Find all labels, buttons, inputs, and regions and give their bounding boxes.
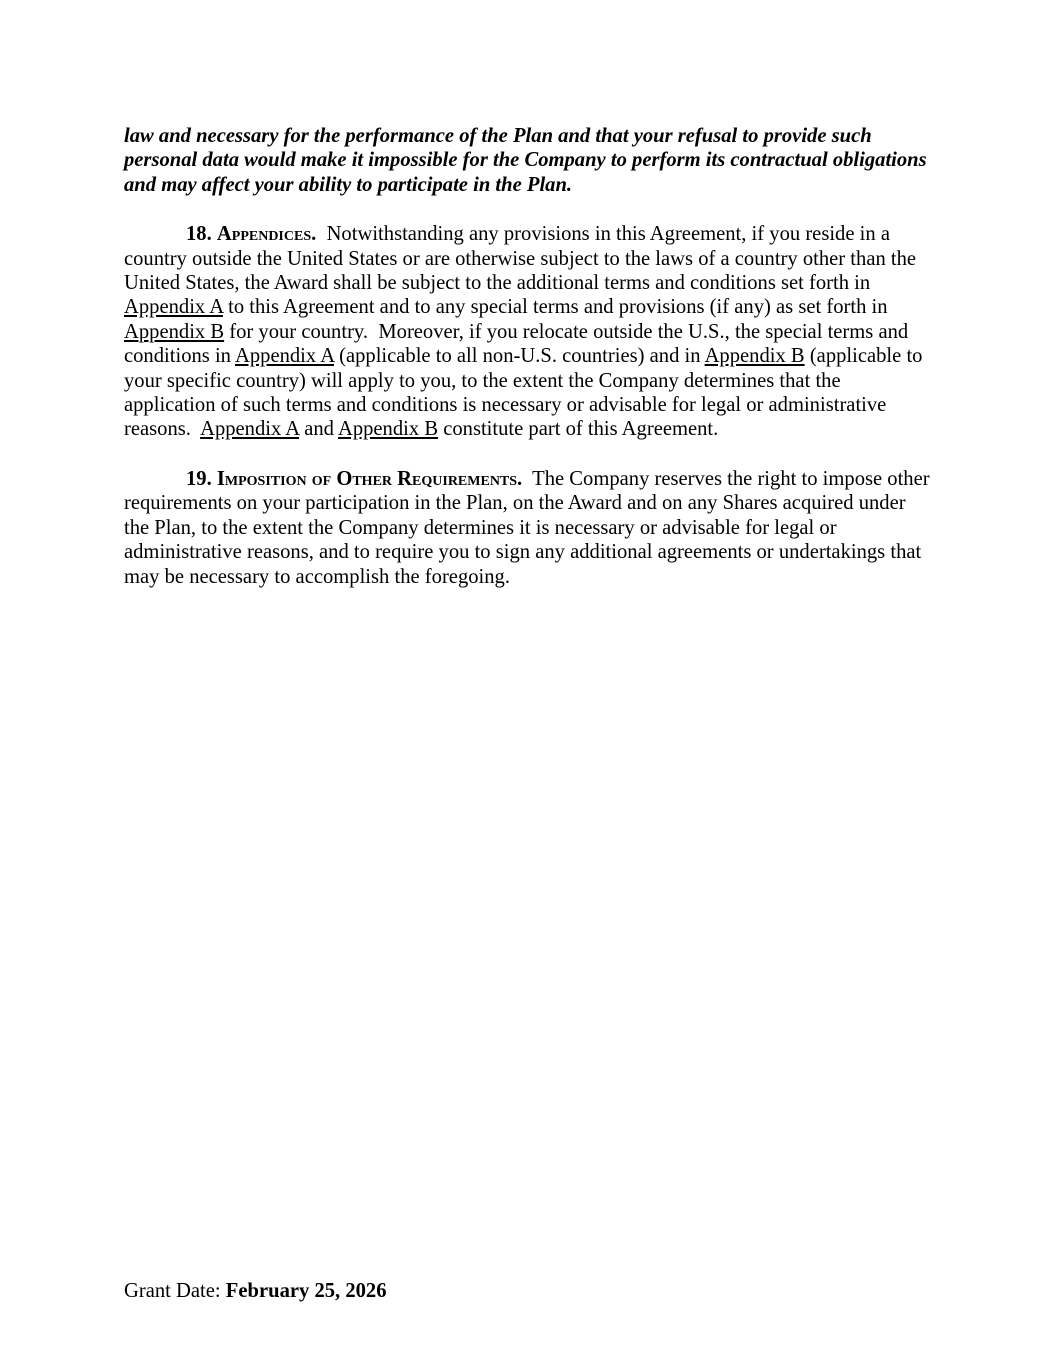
grant-date-value: February 25, 2026 xyxy=(225,1280,387,1302)
section-title: Imposition of Other Requirements. xyxy=(216,467,523,490)
section-number: 18. xyxy=(186,223,217,246)
section-heading xyxy=(186,223,316,245)
appendix-reference: Appendix A xyxy=(124,296,223,319)
section-title: Appendices. xyxy=(216,223,317,246)
body-text-run: Notwithstanding any provisions in this Agreement, if you reside in a country outside the United States or are otherwise subject to the laws of a country other than the United States, the Award shall be subject to the additional terms and conditions set forth in xyxy=(124,223,922,295)
body-text-run: and xyxy=(299,418,338,441)
grant-date-label: Grant Date: xyxy=(124,1280,226,1302)
body-text-run: (applicable to all non-U.S. countries) and in xyxy=(333,345,705,368)
section-heading xyxy=(186,468,522,490)
intro-paragraph: law and necessary for the performance of the Plan and that your refusal to provide such personal data would make it impossible for the Company to perform its contractual obligations and may affect your ability to participate in the Plan. xyxy=(124,125,932,196)
body-text-run: The Company reserves the right to impose other requirements on your participation in the Plan, on the Award and on any Shares acquired under the Plan, to the extent the Company determines it is necessary or advisable for legal or administrative reasons, and to require you to sign any additional agreements or undertakings that may be necessary to accomplish the foregoing. xyxy=(124,467,935,588)
appendix-reference: Appendix A xyxy=(234,345,334,368)
sections-container xyxy=(124,222,935,589)
section-paragraph-18 xyxy=(124,222,931,442)
section-number: 19. xyxy=(186,467,217,490)
body-text-run: for your country. Moreover, if you relocate outside the U.S., the special terms and conditions in xyxy=(124,320,914,368)
body-text-run: constitute part of this Agreement. xyxy=(438,418,719,441)
appendix-reference: Appendix A xyxy=(200,418,300,441)
section-paragraph-19 xyxy=(124,467,935,589)
appendix-reference: Appendix B xyxy=(704,345,805,368)
document-body xyxy=(124,124,935,589)
appendix-reference: Appendix B xyxy=(337,418,439,441)
appendix-reference: Appendix B xyxy=(124,320,225,343)
grant-date-line xyxy=(124,1279,387,1303)
body-text-run: (applicable to your specific country) will apply to you, to the extent the Company determines that the application of such terms and conditions is necessary or advisable for legal or administrative reasons. xyxy=(124,345,928,441)
body-text-run: to this Agreement and to any special terms and provisions (if any) as set forth in xyxy=(222,296,892,319)
